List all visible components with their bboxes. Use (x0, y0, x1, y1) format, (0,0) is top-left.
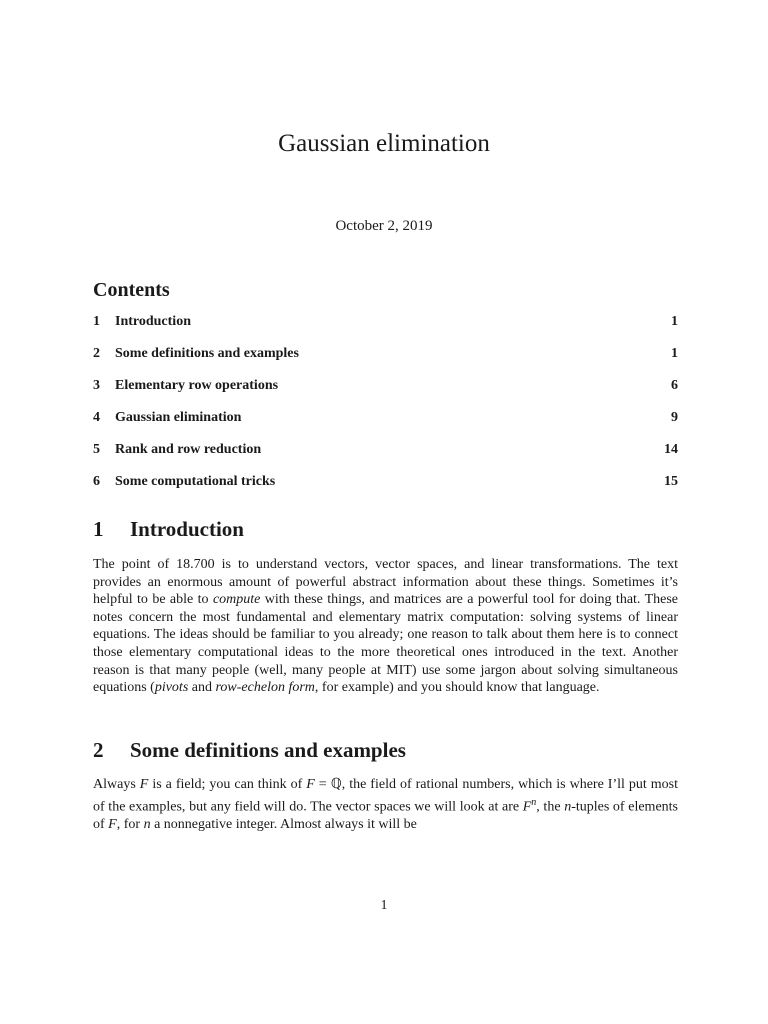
text-run: a nonnegative integer. Almost always it will be (150, 816, 417, 832)
toc-entry[interactable] (93, 314, 678, 346)
toc-entry-page: 1 (671, 314, 678, 329)
text-run: with these things, and matrices are a powerful tool for doing that. These notes concern the most fundamental and elementary matrix computation: solving systems of linear equations. The ideas should be familiar to you already; one reason to talk about them here is to connect those elementary computational ideas to the more theoretical ones introduced in the text. Another reason is that many people (well, many people at MIT) use some jargon about solving simultaneous equations ( (93, 592, 678, 696)
math-variable: F (522, 799, 532, 815)
toc-entry-number: 5 (93, 442, 100, 457)
toc-entry[interactable] (93, 410, 678, 442)
text-run: , the (536, 799, 565, 815)
toc-entry[interactable] (93, 378, 678, 410)
text-run: -tuples of elements of (93, 799, 679, 832)
emphasis-compute: compute (212, 592, 261, 608)
toc-entry-page: 9 (671, 410, 678, 425)
toc-entry-title: Some computational tricks (115, 474, 276, 489)
text-run: , for (116, 816, 144, 832)
introduction-paragraph (93, 556, 678, 697)
toc-entry-page: 6 (671, 378, 678, 393)
definitions-paragraph (93, 776, 678, 833)
text-run: and (188, 680, 216, 696)
document-date: October 2, 2019 (335, 218, 433, 234)
toc-entry-number: 6 (93, 474, 100, 489)
toc-entry-page: 15 (664, 474, 678, 489)
toc-entry-title: Gaussian elimination (115, 410, 242, 425)
toc-entry[interactable] (93, 442, 678, 474)
contents-heading: Contents (93, 279, 170, 301)
document-title: Gaussian elimination (278, 130, 490, 157)
math-variable: n (143, 816, 151, 832)
section-heading-definitions (93, 738, 406, 763)
section-heading-introduction (93, 517, 244, 542)
toc-entry-number: 1 (93, 314, 100, 329)
section-number: 2 (93, 738, 104, 762)
math-variable: F (306, 777, 315, 792)
text-run: Always (93, 777, 140, 792)
page-number: 1 (380, 898, 388, 913)
toc-entry-title: Introduction (115, 314, 191, 329)
math-variable: n (564, 799, 572, 815)
text-run: , for example) and you should know that language. (314, 680, 600, 696)
toc-entry-title: Some definitions and examples (115, 346, 299, 361)
toc-entry-page: 1 (671, 346, 678, 361)
emphasis-row-echelon-form: row-echelon form (215, 680, 315, 696)
toc-entry[interactable] (93, 346, 678, 378)
math-variable: F (139, 777, 149, 792)
section-title: Some definitions and examples (130, 738, 406, 762)
table-of-contents (93, 314, 678, 506)
toc-entry-number: 4 (93, 410, 100, 425)
text-run: The point of 18.700 is to understand vectors, vector spaces, and linear transformations. The text provides an enormous amount of powerful abstract information about these things. Sometimes it’s helpful to be able to (93, 557, 678, 608)
math-superscript: n (531, 796, 537, 808)
text-run: = ℚ, the field of rational numbers, which is where I’ll put most of the examples, but any field will do. The vector spaces we will look at are (93, 777, 679, 815)
emphasis-pivots: pivots (154, 680, 189, 696)
toc-entry-title: Elementary row operations (115, 378, 279, 393)
section-title: Introduction (130, 517, 244, 541)
toc-entry-title: Rank and row reduction (115, 442, 262, 457)
toc-entry[interactable] (93, 474, 678, 506)
text-run: is a field; you can think of (148, 777, 307, 792)
toc-entry-number: 3 (93, 378, 100, 393)
math-variable: F (108, 816, 117, 832)
toc-entry-page: 14 (664, 442, 678, 457)
section-number: 1 (93, 517, 104, 541)
toc-entry-number: 2 (93, 346, 100, 361)
